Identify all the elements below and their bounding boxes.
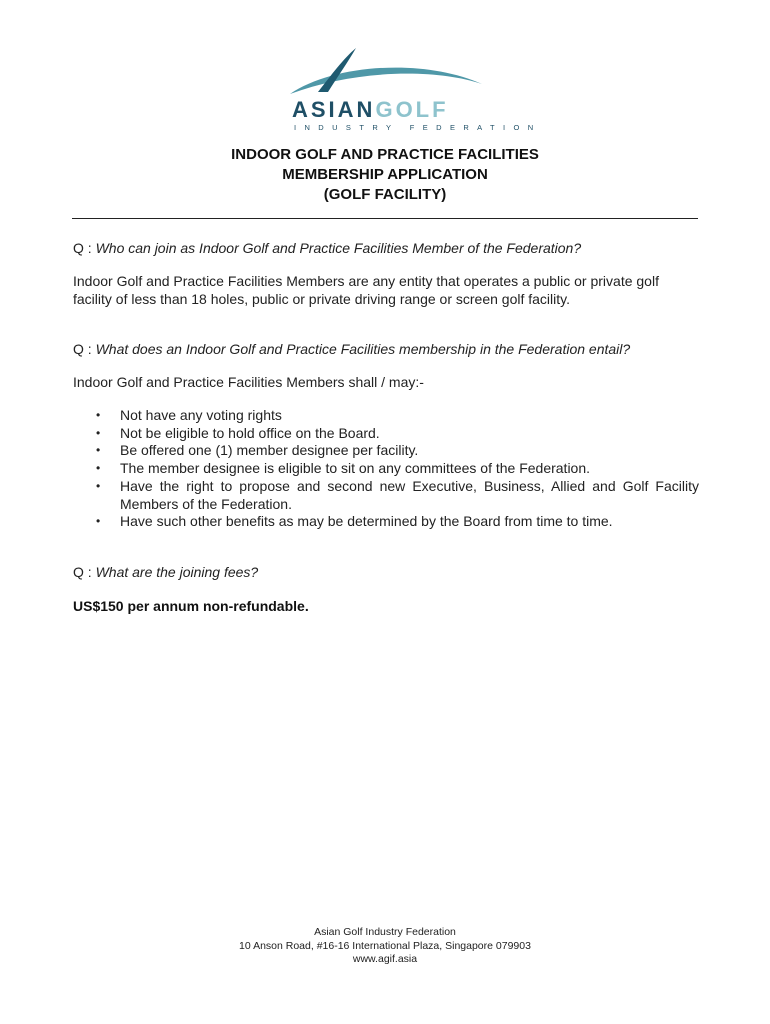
question-prefix: Q : [73, 240, 96, 256]
logo-word-asian: ASIAN [292, 97, 376, 122]
list-item-text: The member designee is eligible to sit on any committees of the Federation. [120, 460, 591, 477]
title-line-2: MEMBERSHIP APPLICATION [282, 166, 488, 183]
question-text: What are the joining fees? [95, 564, 259, 580]
logo-subtitle: INDUSTRY FEDERATION [294, 123, 542, 132]
list-item-text: Be offered one (1) member designee per facility. [120, 442, 419, 459]
bullet-icon: • [96, 425, 101, 440]
title-line-1: INDOOR GOLF AND PRACTICE FACILITIES [231, 146, 539, 163]
bullet-icon: • [96, 461, 101, 476]
question-text: Who can join as Indoor Golf and Practice Facilities Member of the Federation? [95, 240, 582, 256]
agif-logo [284, 44, 542, 134]
footer-org-name: Asian Golf Industry Federation [314, 926, 456, 938]
list-item [73, 442, 699, 460]
list-item-text: Have the right to propose and second new Executive, Business, Allied and Golf Facility Members of the Federation. [120, 477, 699, 512]
joining-fee: US$150 per annum non-refundable. [73, 598, 309, 614]
list-item [73, 460, 699, 478]
bullet-icon: • [96, 408, 101, 422]
question-prefix: Q : [73, 341, 96, 357]
question-prefix: Q : [73, 564, 96, 580]
bullet-icon: • [96, 443, 101, 458]
question-2 [73, 340, 703, 358]
document-title [72, 145, 698, 205]
answer-2-intro: Indoor Golf and Practice Facilities Members shall / may:- [73, 374, 424, 390]
question-text: What does an Indoor Golf and Practice Facilities membership in the Federation entail? [95, 341, 631, 357]
footer-website: www.agif.asia [352, 953, 418, 965]
list-item [73, 407, 699, 425]
bullet-icon: • [96, 478, 101, 493]
page-footer [0, 926, 770, 967]
logo-wordmark [292, 99, 484, 121]
entitlements-list [73, 407, 699, 531]
list-item-text: Have such other benefits as may be determined by the Board from time to time. [120, 513, 613, 530]
list-item-text: Not be eligible to hold office on the Board. [120, 424, 380, 441]
list-item [73, 478, 699, 513]
list-item [73, 513, 699, 531]
bullet-icon: • [96, 514, 101, 529]
question-1 [73, 239, 703, 257]
list-item-text: Not have any voting rights [120, 407, 282, 423]
title-line-3: (GOLF FACILITY) [323, 186, 447, 203]
title-divider [72, 218, 698, 219]
footer-address: 10 Anson Road, #16-16 International Plaza, Singapore 079903 [239, 939, 531, 952]
answer-1: Indoor Golf and Practice Facilities Members are any entity that operates a public or private golf facility of less than 18 holes, public or private driving range or screen golf facility. [73, 273, 659, 307]
list-item [73, 425, 699, 443]
logo-word-golf: GOLF [375, 97, 449, 122]
question-3 [73, 563, 703, 581]
logo-swoosh-graphic [284, 44, 488, 104]
